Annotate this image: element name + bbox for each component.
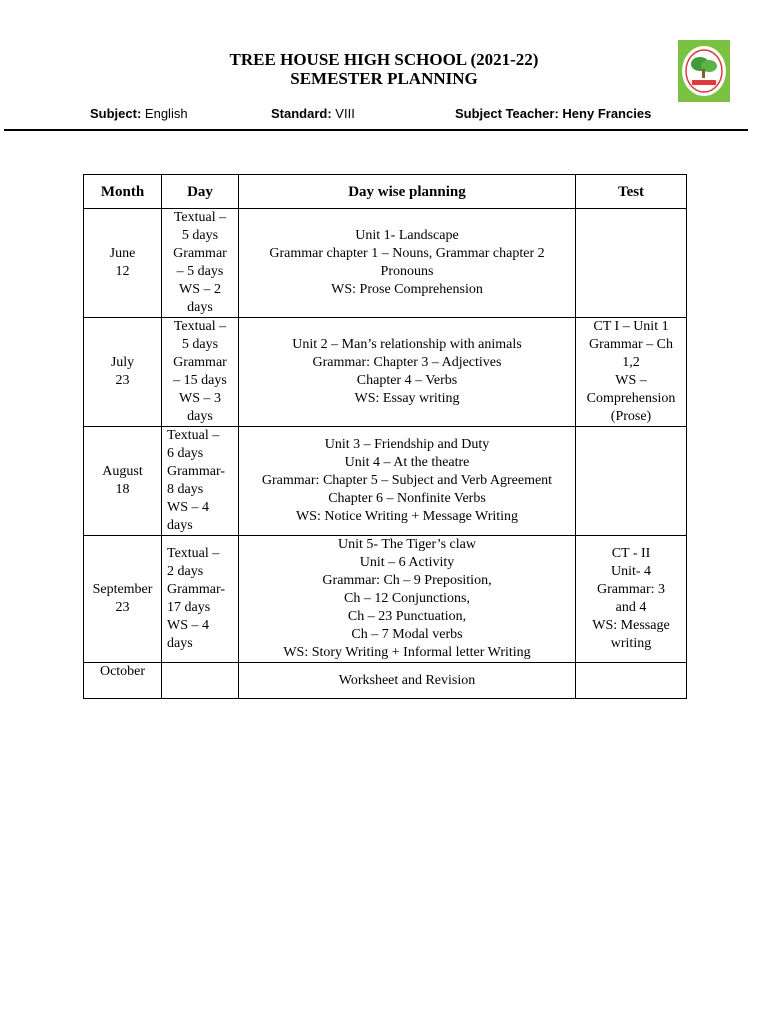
plan-line: Grammar: Chapter 3 – Adjectives xyxy=(312,355,502,370)
plan-line: Ch – 23 Punctuation, xyxy=(347,609,467,624)
test-cell xyxy=(576,663,687,699)
plan-cell xyxy=(239,209,576,318)
plan-line: Unit 1- Landscape xyxy=(355,228,459,243)
day-line: 5 days xyxy=(181,228,219,243)
day-line: Grammar xyxy=(173,355,227,370)
header-test: Test xyxy=(576,175,687,209)
plan-cell xyxy=(239,536,576,663)
day-line: days xyxy=(187,300,213,315)
test-cell xyxy=(576,318,687,427)
school-logo-icon xyxy=(678,40,730,102)
day-line: Textual – xyxy=(173,210,227,225)
day-line: – 5 days xyxy=(176,264,224,279)
test-line: (Prose) xyxy=(610,409,652,424)
plan-line: Unit 2 – Man’s relationship with animals xyxy=(292,337,522,352)
table-row xyxy=(84,318,687,427)
month-cell xyxy=(84,427,162,536)
header-divider xyxy=(4,129,748,131)
document-subtitle: SEMESTER PLANNING xyxy=(290,69,478,88)
day-cell xyxy=(162,663,239,699)
day-cell xyxy=(162,427,239,536)
day-line: WS – 2 xyxy=(179,282,221,297)
subject-value: English xyxy=(144,106,188,121)
day-line: – 15 days xyxy=(173,373,227,388)
test-line: Unit- 4 xyxy=(610,564,652,579)
month-line: August xyxy=(102,464,143,479)
test-cell xyxy=(576,536,687,663)
test-cell xyxy=(576,209,687,318)
header-day: Day xyxy=(162,175,239,209)
day-line: WS – 4 xyxy=(167,618,209,633)
day-line: Textual – xyxy=(167,428,220,443)
test-line: Grammar – Ch xyxy=(589,337,673,352)
standard-value: VIII xyxy=(335,106,355,121)
plan-line: WS: Story Writing + Informal letter Writing xyxy=(283,645,531,660)
test-line: and 4 xyxy=(615,600,647,615)
month-line: July xyxy=(110,355,135,370)
day-cell xyxy=(162,318,239,427)
day-line: WS – 3 xyxy=(179,391,221,406)
plan-line: Ch – 12 Conjunctions, xyxy=(343,591,470,606)
plan-line: WS: Prose Comprehension xyxy=(331,282,483,297)
plan-line: Grammar chapter 1 – Nouns, Grammar chapter 2 xyxy=(269,246,545,261)
month-line: 18 xyxy=(115,482,130,497)
day-line: days xyxy=(187,409,213,424)
table-row xyxy=(84,536,687,663)
month-cell xyxy=(84,318,162,427)
plan-line: WS: Essay writing xyxy=(354,391,460,406)
plan-line: Unit 5- The Tiger’s claw xyxy=(338,537,476,552)
header-plan: Day wise planning xyxy=(239,175,576,209)
plan-cell xyxy=(239,318,576,427)
table-header-row xyxy=(84,175,687,209)
header-month: Month xyxy=(84,175,162,209)
month-cell xyxy=(84,663,162,699)
month-line: October xyxy=(99,664,146,679)
test-line: CT - II xyxy=(611,546,651,561)
day-line: WS – 4 xyxy=(167,500,209,515)
day-line: Textual – xyxy=(167,546,220,561)
plan-line: Worksheet and Revision xyxy=(338,672,476,688)
teacher-info xyxy=(455,106,651,121)
day-line: 5 days xyxy=(181,337,219,352)
plan-line: Unit – 6 Activity xyxy=(359,555,455,570)
month-line: 23 xyxy=(115,373,130,388)
school-title: TREE HOUSE HIGH SCHOOL (2021-22) xyxy=(229,50,539,69)
plan-line: Grammar: Chapter 5 – Subject and Verb Agreement xyxy=(261,473,553,488)
month-line: June xyxy=(109,246,136,261)
plan-cell xyxy=(239,663,576,699)
day-line: Textual – xyxy=(173,319,227,334)
plan-line: Unit 3 – Friendship and Duty xyxy=(324,437,490,452)
test-line: 1,2 xyxy=(622,355,640,370)
day-cell xyxy=(162,209,239,318)
day-line: 17 days xyxy=(167,600,211,615)
plan-line: Unit 4 – At the theatre xyxy=(344,455,470,470)
test-line: CT I – Unit 1 xyxy=(593,319,669,334)
day-line: 8 days xyxy=(167,482,204,497)
month-cell xyxy=(84,209,162,318)
test-line: writing xyxy=(610,636,652,651)
plan-line: Pronouns xyxy=(380,264,434,279)
test-cell xyxy=(576,427,687,536)
month-line: 12 xyxy=(115,264,130,279)
day-line: 6 days xyxy=(167,446,204,461)
planning-table xyxy=(83,174,687,699)
plan-line: WS: Notice Writing + Message Writing xyxy=(295,509,519,524)
table-row xyxy=(84,663,687,699)
plan-cell xyxy=(239,427,576,536)
day-line: 2 days xyxy=(167,564,204,579)
subject-info xyxy=(90,106,188,121)
plan-line: Chapter 4 – Verbs xyxy=(356,373,458,388)
teacher-value: Heny Francies xyxy=(562,106,652,121)
day-cell xyxy=(162,536,239,663)
standard-label: Standard: xyxy=(271,106,332,121)
month-cell xyxy=(84,536,162,663)
day-line: Grammar xyxy=(173,246,227,261)
teacher-label: Subject Teacher: xyxy=(455,106,559,121)
test-line: Grammar: 3 xyxy=(596,582,666,597)
month-line: September xyxy=(92,582,153,597)
test-line: Comprehension xyxy=(586,391,676,406)
month-line: 23 xyxy=(115,600,130,615)
plan-line: Grammar: Ch – 9 Preposition, xyxy=(322,573,492,588)
table-row xyxy=(84,427,687,536)
standard-info xyxy=(271,106,355,121)
plan-line: Chapter 6 – Nonfinite Verbs xyxy=(328,491,486,506)
test-line: WS: Message xyxy=(592,618,670,633)
day-line: days xyxy=(167,636,193,651)
day-line: Grammar- xyxy=(167,582,226,597)
plan-line: Ch – 7 Modal verbs xyxy=(351,627,463,642)
day-line: Grammar- xyxy=(167,464,226,479)
subject-label: Subject: xyxy=(90,106,142,121)
day-line: days xyxy=(167,518,193,533)
test-line: WS – xyxy=(615,373,647,388)
table-row xyxy=(84,209,687,318)
